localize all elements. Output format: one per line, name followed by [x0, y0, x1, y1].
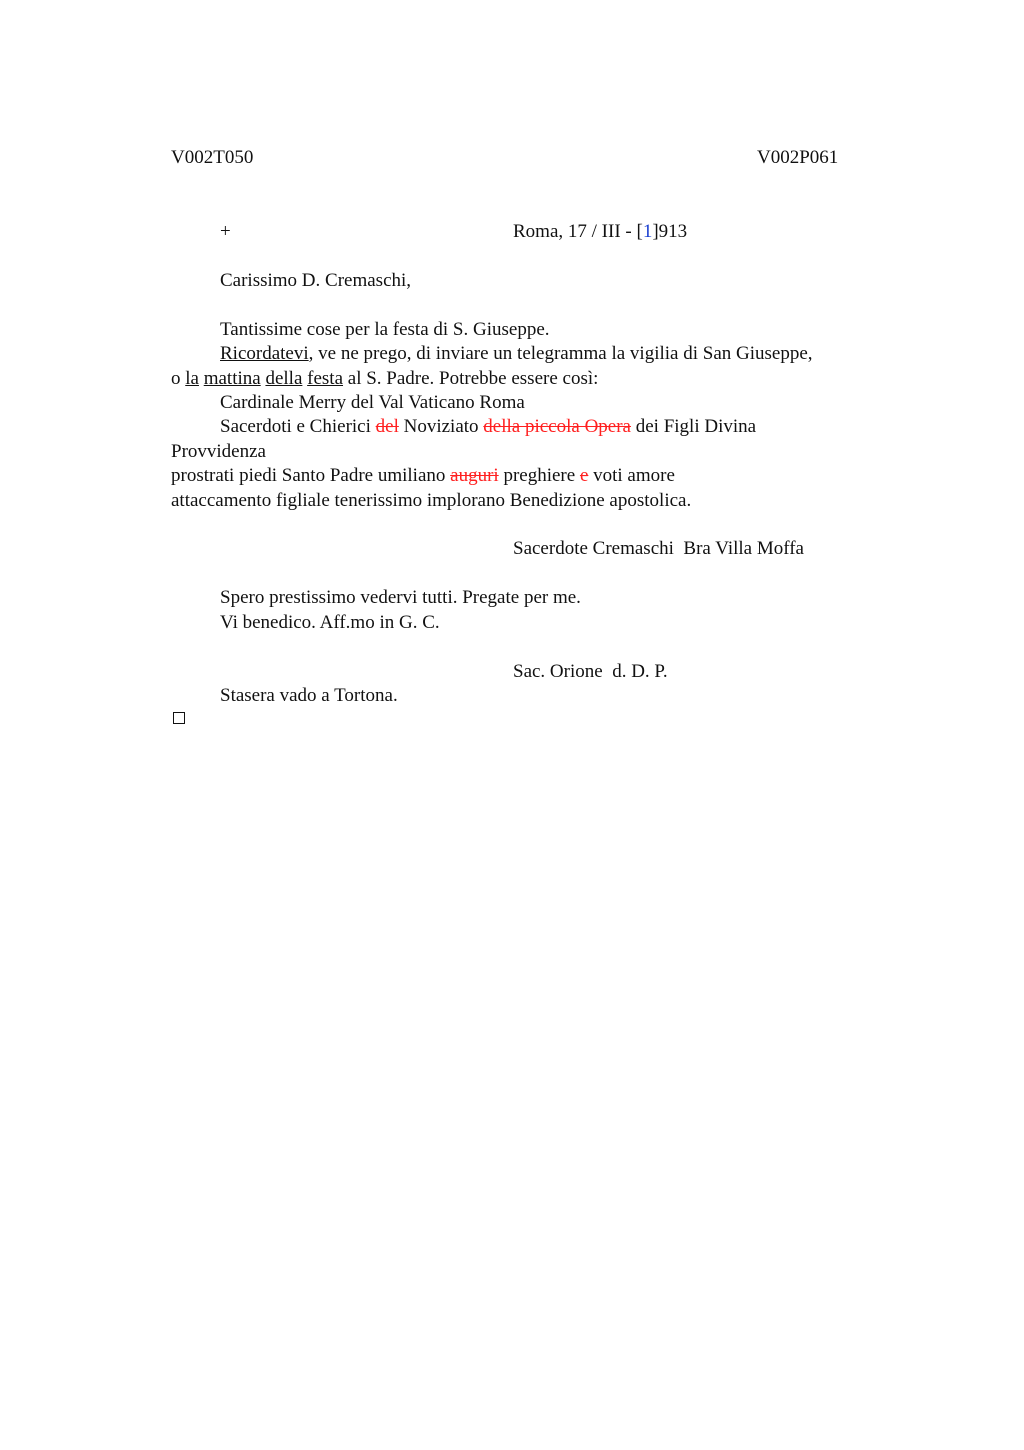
date-line: [513, 220, 687, 244]
paragraph-3-rest: al S. Padre. Potrebbe essere così:: [343, 368, 599, 389]
deleted-auguri: auguri: [450, 465, 499, 486]
deleted-del: del: [375, 416, 399, 437]
paragraph-2-rest: , ve ne prego, di inviare un telegramma la vigilia di San Giuseppe,: [308, 343, 813, 364]
closing-line-1: Spero prestissimo vedervi tutti. Pregate per me.: [220, 587, 581, 608]
underlined-festa: festa: [307, 368, 344, 389]
telegram-sender: Sacerdote Cremaschi Bra Villa Moffa: [513, 538, 804, 559]
telegram-line-3-a: prostrati piedi Santo Padre umiliano: [171, 465, 451, 486]
telegram-line-1-a: Sacerdoti e Chierici: [220, 416, 376, 437]
paragraph-2: [220, 342, 813, 366]
telegram-line-1-b: Noviziato: [398, 416, 484, 437]
end-square-mark: [173, 712, 185, 724]
salutation: Carissimo D. Cremaschi,: [220, 270, 412, 291]
telegram-line-1: [220, 415, 756, 439]
signature: Sac. Orione d. D. P.: [513, 661, 668, 682]
word-o: o: [171, 368, 186, 389]
postscript: Stasera vado a Tortona.: [220, 685, 398, 706]
telegram-line-3: [171, 464, 675, 488]
telegram-line-2: Provvidenza: [171, 441, 266, 462]
paragraph-1: Tantissime cose per la festa di S. Giuseppe.: [220, 319, 550, 340]
underlined-ricordatevi: Ricordatevi: [220, 343, 309, 364]
telegram-address: Cardinale Merry del Val Vaticano Roma: [220, 392, 525, 413]
underlined-mattina: mattina: [203, 368, 261, 389]
telegram-line-3-c: voti amore: [588, 465, 675, 486]
deleted-della-piccola-opera: della piccola Opera: [483, 416, 631, 437]
date-suffix: ]913: [652, 221, 688, 242]
date-prefix: Roma, 17 / III - [: [513, 221, 643, 242]
header-right-code: V002P061: [757, 147, 839, 168]
paragraph-3: [171, 367, 598, 391]
deleted-e: e: [579, 465, 589, 486]
underlined-della: della: [265, 368, 303, 389]
telegram-line-1-c: dei Figli Divina: [631, 416, 757, 437]
telegram-line-4: attaccamento figliale tenerissimo implorano Benedizione apostolica.: [171, 490, 692, 511]
date-editorial-digit: 1: [642, 221, 653, 242]
closing-line-2: Vi benedico. Aff.mo in G. C.: [220, 612, 440, 633]
telegram-line-3-b: preghiere: [498, 465, 580, 486]
underlined-la: la: [185, 368, 199, 389]
cross-mark: +: [220, 221, 231, 242]
header-left-code: V002T050: [171, 147, 254, 168]
